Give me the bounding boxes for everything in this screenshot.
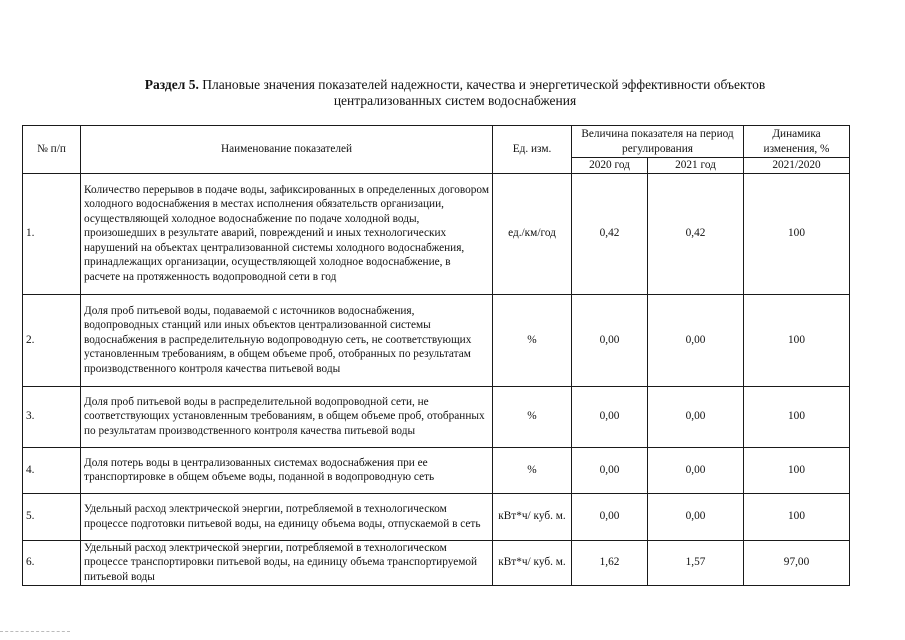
- table-row: [23, 386, 850, 447]
- unit-cell: %: [493, 386, 572, 447]
- header-period: Величина показателя на период регулирования: [572, 126, 744, 158]
- dynamics-value: 100: [744, 294, 850, 386]
- value-2021: 0,00: [648, 294, 744, 386]
- value-2020: 0,00: [572, 294, 648, 386]
- header-num: № п/п: [23, 126, 81, 174]
- value-2021: 1,57: [648, 540, 744, 585]
- section-title: [60, 77, 850, 109]
- table-row: [23, 447, 850, 493]
- table-row: [23, 493, 850, 540]
- header-unit: Ед. изм.: [493, 126, 572, 174]
- header-dynamics-ratio: 2021/2020: [744, 158, 850, 174]
- dynamics-value: 100: [744, 173, 850, 294]
- header-year-2020: 2020 год: [572, 158, 648, 174]
- indicators-table: [22, 125, 850, 586]
- row-number: 4.: [23, 447, 81, 493]
- row-number: 2.: [23, 294, 81, 386]
- row-number: 3.: [23, 386, 81, 447]
- section-title-line2: централизованных систем водоснабжения: [333, 93, 577, 108]
- unit-cell: кВт*ч/ куб. м.: [493, 540, 572, 585]
- unit-cell: %: [493, 447, 572, 493]
- unit-cell: %: [493, 294, 572, 386]
- table-row: [23, 294, 850, 386]
- section-title-text: Плановые значения показателей надежности, качества и энергетической эффективности объектов: [202, 77, 766, 92]
- table-row: [23, 173, 850, 294]
- indicator-name: Удельный расход электрической энергии, потребляемой в технологическом процессе подготовки питьевой воды, на единицу объема воды, отпускаемой в сеть: [81, 493, 493, 540]
- row-number: 1.: [23, 173, 81, 294]
- indicator-name: Доля проб питьевой воды, подаваемой с источников водоснабжения, водопроводных станций или иных объектов централизованной системы водоснабжения в распределительную водопроводную сеть, не соответствующих установленным требованиям, в общем объеме проб, отобранных по результатам производственного контроля качества питьевой воды: [81, 294, 493, 386]
- row-number: 5.: [23, 493, 81, 540]
- value-2020: 1,62: [572, 540, 648, 585]
- indicator-name: Удельный расход электрической энергии, потребляемой в технологическом процессе транспортировки питьевой воды, на единицу объема транспортируемой питьевой воды: [81, 540, 493, 585]
- row-number: 6.: [23, 540, 81, 585]
- value-2021: 0,00: [648, 447, 744, 493]
- page-edge-mark: [0, 631, 70, 632]
- value-2020: 0,00: [572, 493, 648, 540]
- indicator-name: Доля проб питьевой воды в распределительной водопроводной сети, не соответствующих установленным требованиям, в общем объеме проб, отобранных по результатам производственного контроля качества питьевой воды: [81, 386, 493, 447]
- value-2021: 0,00: [648, 386, 744, 447]
- indicator-name: Доля потерь воды в централизованных системах водоснабжения при ее транспортировке в общем объеме воды, поданной в водопроводную сеть: [81, 447, 493, 493]
- header-year-2021: 2021 год: [648, 158, 744, 174]
- value-2020: 0,00: [572, 447, 648, 493]
- header-row: [23, 126, 850, 158]
- header-dynamics: Динамика изменения, %: [744, 126, 850, 158]
- section-label: Раздел 5.: [144, 77, 199, 92]
- header-name: Наименование показателей: [81, 126, 493, 174]
- value-2020: 0,42: [572, 173, 648, 294]
- unit-cell: ед./км/год: [493, 173, 572, 294]
- dynamics-value: 100: [744, 493, 850, 540]
- value-2021: 0,42: [648, 173, 744, 294]
- dynamics-value: 100: [744, 447, 850, 493]
- dynamics-value: 97,00: [744, 540, 850, 585]
- dynamics-value: 100: [744, 386, 850, 447]
- value-2020: 0,00: [572, 386, 648, 447]
- unit-cell: кВт*ч/ куб. м.: [493, 493, 572, 540]
- table-row: [23, 540, 850, 585]
- indicator-name: Количество перерывов в подаче воды, зафиксированных в определенных договором холодного водоснабжения в местах исполнения обязательств организации, осуществляющей холодное водоснабжение по подаче холодной воды, произошедших в результате аварий, повреждений и иных технологических нарушений на объектах централизованной системы холодного водоснабжения, принадлежащих организации, осуществляющей холодное водоснабжение, в расчете на протяженность водопроводной сети в год: [81, 173, 493, 294]
- value-2021: 0,00: [648, 493, 744, 540]
